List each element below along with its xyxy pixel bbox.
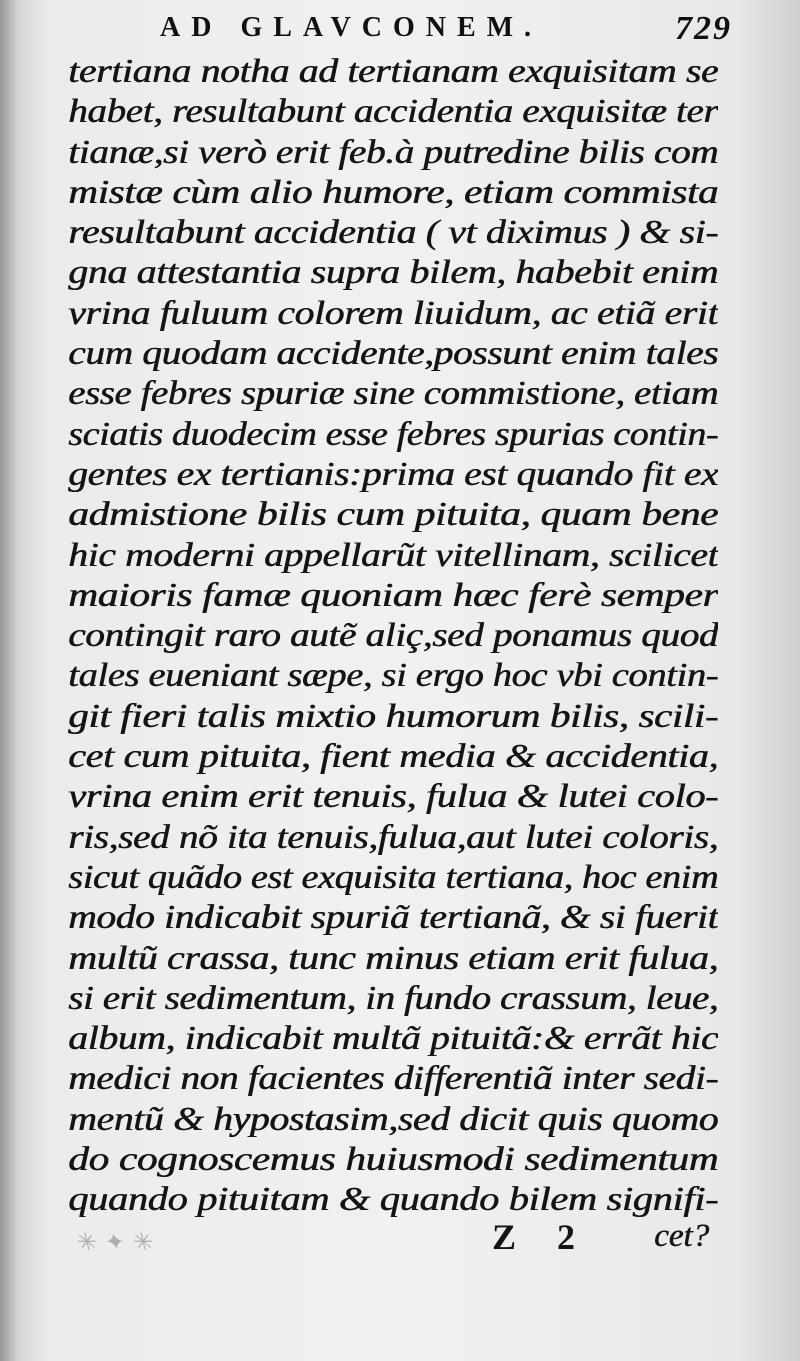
text-line: cum quodam accidente,possunt enim tales <box>68 335 718 373</box>
text-line: mistæ cùm alio humore, etiam commista <box>68 173 718 211</box>
text-line: sicut quãdo est exquisita tertiana, hoc enim <box>68 858 718 896</box>
text-line: resultabunt accidentia ( vt diximus ) & si- <box>68 214 718 252</box>
text-line: modo indicabit spuriã tertianã, & si fuerit <box>68 899 718 937</box>
text-line: vrina enim erit tenuis, fulua & lutei colo- <box>68 778 718 816</box>
text-line: habet, resultabunt accidentia exquisitæ ter <box>68 93 718 131</box>
text-line: gentes ex tertianis:prima est quando fit ex <box>68 455 718 493</box>
text-line: multũ crassa, tunc minus etiam erit fulua, <box>68 939 718 977</box>
text-line: do cognoscemus huiusmodi sedimentum <box>68 1141 718 1179</box>
text-line: git fieri talis mixtio humorum bilis, scili- <box>68 697 718 735</box>
text-line: si erit sedimentum, in fundo crassum, leue, <box>68 979 718 1017</box>
text-line: esse febres spuriæ sine commistione, etiam <box>68 375 718 413</box>
text-line: quando pituitam & quando bilem signifi- <box>68 1181 718 1219</box>
gutter-shadow <box>0 0 18 1361</box>
text-line: contingit raro autẽ aliç,sed ponamus quod <box>68 617 718 655</box>
bleed-through-mark: ✳ ✦ ✳ <box>78 1230 156 1256</box>
catchword: cet? <box>654 1218 709 1254</box>
text-line: ris,sed nõ ita tenuis,fulua,aut lutei coloris, <box>68 818 718 856</box>
text-line: cet cum pituita, fient media & accidentia, <box>68 738 718 776</box>
body-text <box>68 52 718 1221</box>
text-line: sciatis duodecim esse febres spurias contin- <box>68 415 718 453</box>
running-head: AD GLAVCONEM. <box>160 12 543 43</box>
text-line: tertiana notha ad tertianam exquisitam se <box>68 53 718 90</box>
text-line: tales eueniant sæpe, si ergo hoc vbi contin- <box>68 657 718 695</box>
text-line: mentũ & hypostasim,sed dicit quis quomo <box>68 1100 718 1138</box>
text-line: hic moderni appellarũt vitellinam, scilicet <box>68 536 718 574</box>
text-line: medici non facientes differentiã inter sedi- <box>68 1060 718 1098</box>
page-number: 729 <box>675 10 732 47</box>
text-line: admistione bilis cum pituita, quam bene <box>68 496 718 534</box>
text-line: gna attestantia supra bilem, habebit enim <box>68 254 718 292</box>
text-line: tianæ,si verò erit feb.à putredine bilis com <box>68 133 718 171</box>
text-line: maioris famæ quoniam hæc ferè semper <box>68 576 718 614</box>
signature-mark: Z 2 <box>492 1217 592 1257</box>
text-line: vrina fuluum colorem liuidum, ac etiã erit <box>68 294 718 332</box>
text-line: album, indicabit multã pituitã:& errãt hic <box>68 1020 718 1058</box>
